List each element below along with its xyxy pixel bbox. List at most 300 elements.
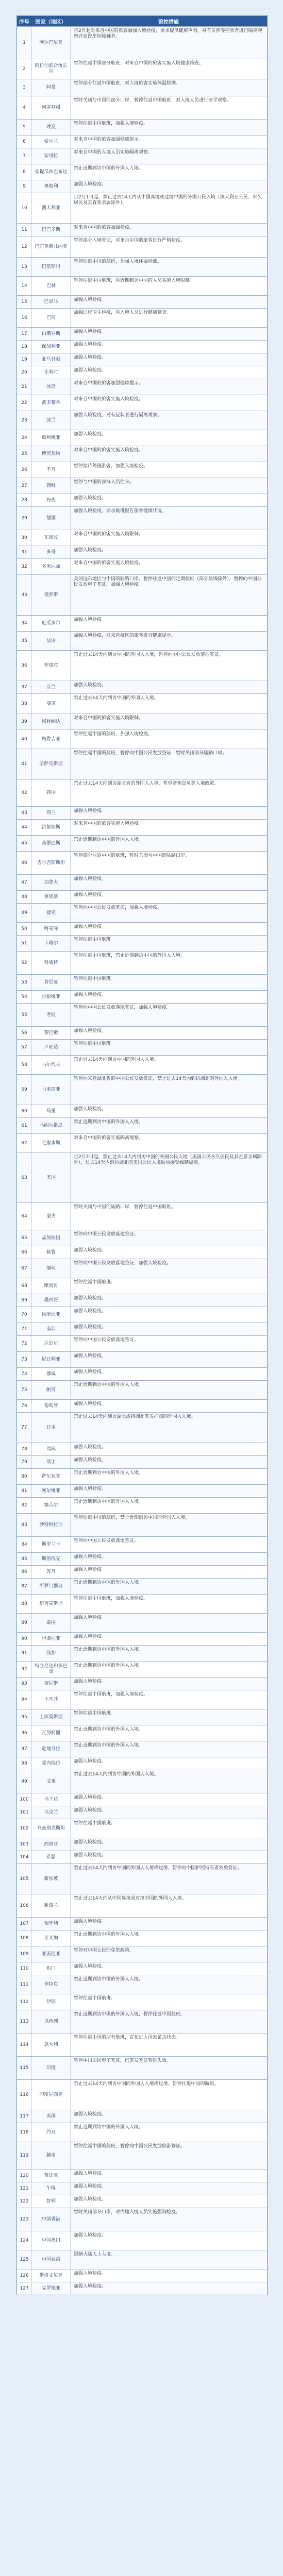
row-index: 22: [17, 395, 32, 411]
row-index: 96: [17, 1725, 32, 1741]
row-measures: 加强入境检疫。: [74, 808, 107, 814]
row-country: 缅甸: [32, 1259, 71, 1278]
table-row: [17, 1153, 267, 1202]
table-row: [17, 2169, 267, 2182]
row-index: 25: [17, 446, 32, 462]
row-index: 90: [17, 1633, 32, 1645]
row-index: 101: [17, 1806, 32, 1819]
table-row: [17, 193, 267, 223]
table-row: [17, 295, 267, 308]
row-index: 94: [17, 1690, 32, 1709]
row-measures: 加强入境检疫。: [74, 1615, 107, 1620]
row-index: 124: [17, 2231, 32, 2250]
table-row: [17, 236, 267, 257]
row-country: 巴西: [32, 309, 71, 327]
row-index: 35: [17, 632, 32, 650]
table-row: [17, 1741, 267, 1757]
row-country: 科威特: [32, 952, 71, 974]
table-row: [17, 546, 267, 558]
row-index: 2: [17, 59, 32, 79]
row-index: 53: [17, 975, 32, 990]
table-row: [17, 1105, 267, 1117]
row-country: 乌兹别克斯坦: [32, 1819, 71, 1838]
row-country: 加拿大: [32, 875, 71, 890]
row-index: 34: [17, 616, 32, 631]
row-country: 阿曼: [32, 79, 71, 96]
table-row: [17, 1946, 267, 1962]
row-index: 87: [17, 1579, 32, 1594]
row-country: 爱尔兰: [32, 135, 71, 148]
table-header: [17, 16, 267, 26]
row-country: 基里巴斯: [32, 836, 71, 851]
row-index: 76: [17, 1400, 32, 1412]
table-row: [17, 2269, 267, 2282]
row-index: 125: [17, 2250, 32, 2269]
row-index: 109: [17, 1946, 32, 1962]
row-index: 42: [17, 779, 32, 806]
row-index: 75: [17, 1381, 32, 1399]
row-country: 意大利: [32, 2033, 71, 2056]
table-row: [17, 974, 267, 990]
row-index: 36: [17, 651, 32, 681]
row-country: 萨尔瓦多: [32, 1469, 71, 1484]
table-row: [17, 164, 267, 180]
table-row: [17, 990, 267, 1003]
row-index: 82: [17, 1498, 32, 1513]
measures-table: [16, 15, 268, 2295]
table-row: [17, 903, 267, 922]
row-index: 113: [17, 2010, 32, 2033]
table-row: [17, 353, 267, 366]
row-measures: 对来自中国的旅客实施入境检疫。: [74, 448, 144, 453]
row-country: 南非: [32, 1323, 71, 1335]
table-row: [17, 650, 267, 681]
row-measures: 暂停中国公民电子签证，已签发签证暂时失效。: [74, 2058, 172, 2063]
row-measures: 暂停往返中国航班，加强入境检疫。: [74, 1596, 148, 1601]
row-index: 44: [17, 820, 32, 835]
row-measures: 禁止近期到访中国的外国人入境。: [74, 1470, 144, 1476]
row-country: 委内瑞拉: [32, 1757, 71, 1770]
table-row: [17, 1677, 267, 1690]
row-index: 27: [17, 478, 32, 494]
row-measures: 禁止过去14天内从中国离境或过境中国的外国人入境。: [74, 1896, 187, 1901]
row-index: 80: [17, 1469, 32, 1484]
row-index: 111: [17, 1975, 32, 1994]
row-measures: 禁止过去14天内到访中国的外国人入境。: [74, 1772, 159, 1777]
row-index: 48: [17, 891, 32, 903]
table-row: [17, 1536, 267, 1552]
table-row: [17, 59, 267, 79]
row-measures: 加强入境检疫。: [74, 924, 107, 929]
row-measures: 加强入境检疫。: [74, 2284, 107, 2289]
table-row: [17, 1202, 267, 1230]
row-country: 巴巴多斯: [32, 224, 71, 236]
row-country: 新西兰: [32, 1894, 71, 1917]
row-measures: 禁止过去14天内到访中国的外国人入境，暂停向中国公民发放落地签证。: [74, 652, 224, 657]
row-country: 俄罗斯: [32, 575, 71, 615]
row-index: 99: [17, 1770, 32, 1793]
table-row: [17, 148, 267, 164]
table-row: [17, 1399, 267, 1412]
row-measures: 暂停往返中国航班。: [74, 1821, 116, 1826]
table-row: [17, 1552, 267, 1565]
row-country: 德国: [32, 507, 71, 530]
row-country: 秘鲁: [32, 1246, 71, 1259]
table-row: [17, 730, 267, 749]
row-country: 特立尼达和多巴哥: [32, 1662, 71, 1677]
table-row: [17, 2195, 267, 2208]
table-row: [17, 890, 267, 903]
row-country: 安哥拉: [32, 148, 71, 164]
row-measures: 暂停部分往返中国的航班，暂时关闭与中国的陆路口岸。: [74, 853, 190, 858]
row-index: 28: [17, 494, 32, 506]
row-country: 东帝汶: [32, 530, 71, 546]
table-row: [17, 2142, 267, 2169]
row-index: 50: [17, 923, 32, 935]
table-row: [17, 874, 267, 890]
row-measures: 加强入境检疫。: [74, 548, 107, 553]
row-country: 奥地利: [32, 180, 71, 193]
row-index: 33: [17, 575, 32, 615]
row-index: 119: [17, 2142, 32, 2169]
row-index: 67: [17, 1259, 32, 1278]
row-measures: 加强入境检疫。: [74, 617, 107, 622]
row-index: 16: [17, 309, 32, 327]
row-country: 喀麦隆: [32, 923, 71, 935]
row-measures: 加强入境检疫。: [74, 1325, 107, 1330]
row-index: 57: [17, 1040, 32, 1055]
table-row: [17, 1335, 267, 1351]
row-index: 24: [17, 430, 32, 446]
table-row: [17, 119, 267, 135]
row-country: 所罗门群岛: [32, 1579, 71, 1594]
row-index: 45: [17, 836, 32, 851]
table-row: [17, 681, 267, 693]
row-measures: 加强入境检疫。: [74, 2271, 107, 2276]
row-country: 葡萄牙: [32, 1400, 71, 1412]
table-row: [17, 1565, 267, 1578]
row-index: 85: [17, 1553, 32, 1565]
table-row: [17, 1307, 267, 1323]
table-row: [17, 615, 267, 631]
row-index: 19: [17, 353, 32, 366]
row-measures: 加强入境检疫。: [74, 992, 107, 997]
row-measures: 禁止近期到访中国的外国人入境。: [74, 1647, 144, 1652]
row-measures: 暂停对中国公民的免签政策。: [74, 1948, 135, 1953]
row-index: 123: [17, 2208, 32, 2231]
row-country: 阿尔巴尼亚: [32, 27, 71, 59]
table-row: [17, 1645, 267, 1661]
row-country: 塞舌尔: [32, 1498, 71, 1513]
row-country: 文莱: [32, 1770, 71, 1793]
row-measures: 禁止近期到访中国的外国人入境。: [74, 1663, 144, 1668]
row-measures: 加强入境检疫。: [74, 876, 107, 882]
row-measures: 暂停向来自湖北省的中国公民发放签证，禁止过去14天内到访湖北的外国人入境。: [74, 1076, 242, 1081]
row-country: 塔吉克斯坦: [32, 1595, 71, 1613]
row-country: 美国: [32, 1153, 71, 1202]
table-row: [17, 1246, 267, 1259]
row-measures: 禁止近期到访中国的外国人入境。: [74, 1977, 144, 1982]
row-measures: 暂停与中国的部分人员往来。: [74, 480, 135, 485]
table-row: [17, 530, 267, 546]
table-row: [17, 749, 267, 779]
row-index: 91: [17, 1646, 32, 1661]
table-row: [17, 327, 267, 340]
table-row: [17, 430, 267, 446]
row-index: 74: [17, 1368, 32, 1380]
row-measures: 加强入境检疫。: [74, 329, 107, 334]
row-index: 51: [17, 936, 32, 951]
row-index: 43: [17, 807, 32, 819]
row-index: 88: [17, 1595, 32, 1613]
row-index: 63: [17, 1153, 32, 1202]
row-measures: 加强入境检疫。: [74, 1458, 107, 1463]
row-index: 23: [17, 411, 32, 430]
table-row: [17, 1468, 267, 1484]
row-measures: 禁止过去14天内到访中国的外国人入境或过境，暂停往返中国的航班。: [74, 2081, 219, 2087]
row-measures: 加强入境检疫。: [74, 2197, 107, 2202]
row-index: 117: [17, 2110, 32, 2123]
row-measures: 暂时关闭部分口岸，对内地入境人员实施强制检疫。: [74, 2210, 181, 2215]
row-measures: 自2月起对来自中国的旅客加强入境检疫，要求提供健康声明，对有发热等症状者进行隔离观察并追踪密切接触者。: [74, 28, 262, 39]
row-country: 沙特阿拉伯: [32, 1514, 71, 1536]
table-row: [17, 714, 267, 730]
table-row: [17, 1443, 267, 1455]
row-measures: 禁止近期到访中国的外国人入境。: [74, 1727, 144, 1732]
row-measures: 加强入境检疫，要求航班报告旅客健康状况。: [74, 509, 167, 514]
header-country: 国家（地区）: [35, 19, 66, 25]
table-row: [17, 1380, 267, 1399]
row-index: 30: [17, 530, 32, 546]
row-country: 乌干达: [32, 1793, 71, 1806]
row-index: 84: [17, 1537, 32, 1552]
row-country: 瑞典: [32, 1443, 71, 1455]
row-country: 格鲁吉亚: [32, 730, 71, 749]
table-row: [17, 631, 267, 650]
row-measures: 加强入境检疫。: [74, 1795, 107, 1800]
table-row: [17, 2079, 267, 2110]
row-measures: 暂停往返中国航班。: [74, 1041, 116, 1046]
row-index: 18: [17, 341, 32, 353]
row-index: 72: [17, 1336, 32, 1351]
row-country: 卡塔尔: [32, 936, 71, 951]
row-country: 瓦努阿图: [32, 1725, 71, 1741]
table-row: [17, 2182, 267, 2195]
row-country: 纳米比亚: [32, 1307, 71, 1323]
row-measures: 对来自中国的旅客实施入境限制。: [74, 532, 144, 537]
row-measures: 加强入境检疫，对有症状者进行隔离观察。: [74, 413, 162, 418]
row-measures: 加强入境检疫。: [74, 1486, 107, 1492]
row-measures: 暂停往返中国的航班，暂停向中国公民发放旅游签证。: [74, 2144, 186, 2149]
row-measures: 加强入境检疫。: [74, 1634, 107, 1639]
row-country: 坦桑尼亚: [32, 1633, 71, 1645]
table-row: [17, 1133, 267, 1153]
table-row: [17, 1323, 267, 1335]
table-row: [17, 1894, 267, 1917]
row-country: 洪都拉斯: [32, 820, 71, 835]
row-measures: 对来自中国的旅客实施入境检疫。: [74, 561, 144, 566]
row-country: 斯洛伐克: [32, 1553, 71, 1565]
row-measures: 暂停向中国公民发放落地签证。: [74, 1538, 139, 1544]
row-index: 127: [17, 2282, 32, 2295]
row-index: 70: [17, 1307, 32, 1323]
row-index: 26: [17, 462, 32, 478]
row-measures: 自2月1日起，禁止过去14天内从中国离境或过境中国的外国公民入境（澳大利亚公民、永久居民及其直系亲属除外）。: [74, 195, 262, 206]
row-measures: 加强入境检疫。: [74, 1679, 107, 1684]
table-row: [17, 257, 267, 276]
row-index: 55: [17, 1004, 32, 1026]
row-country: 新加坡: [32, 1864, 71, 1894]
row-country: 安提瓜和巴布达: [32, 164, 71, 180]
row-country: 不丹: [32, 462, 71, 478]
row-measures: 暂停部分往返中国航班，对入境旅客实施体温检测。: [74, 81, 181, 86]
row-index: 12: [17, 236, 32, 257]
table-row: [17, 1578, 267, 1594]
table-row: [17, 2208, 267, 2231]
row-index: 37: [17, 681, 32, 693]
row-measures: 加强入境检疫。: [74, 1028, 107, 1033]
table-row: [17, 574, 267, 615]
row-measures: 禁止近期到访中国的外国人入境。: [74, 166, 144, 171]
row-measures: 加强入境检疫。: [74, 1445, 107, 1450]
table-row: [17, 478, 267, 494]
table-row: [17, 951, 267, 974]
row-country: 老挝: [32, 1004, 71, 1026]
row-index: 13: [17, 258, 32, 276]
row-country: 北马其顿: [32, 353, 71, 366]
row-country: 克罗地亚: [32, 2282, 71, 2295]
row-measures: 对来自中国的入境人员实施隔离观察。: [74, 150, 153, 155]
table-row: [17, 1230, 267, 1246]
row-measures: 暂停往返中国航班，加强入境检疫。: [74, 1692, 148, 1697]
row-index: 121: [17, 2182, 32, 2195]
row-measures: 加强入境检疫。: [74, 1808, 107, 1813]
row-index: 56: [17, 1027, 32, 1039]
row-country: 希腊: [32, 1851, 71, 1863]
row-index: 65: [17, 1230, 32, 1246]
row-country: 瑞士: [32, 1456, 71, 1468]
row-measures: 暂停往返中国航班。: [74, 1280, 116, 1285]
row-measures: 暂停往返中国航班。: [74, 1711, 116, 1716]
row-country: 中国台湾: [32, 2250, 71, 2269]
row-country: 巴基斯坦: [32, 258, 71, 276]
row-measures: 加强入境检疫。: [74, 892, 107, 897]
row-measures: 对来自中国的旅客加强检疫。: [74, 225, 135, 230]
row-measures: 加强入境检疫，对来自疫区的旅客进行健康提示。: [74, 633, 176, 638]
table-row: [17, 96, 267, 119]
row-country: 博茨瓦纳: [32, 446, 71, 462]
row-measures: 暂停往返中国航班，对近期到访中国的人员实施入境限制。: [74, 278, 195, 283]
row-measures: 加强入境检疫。: [74, 432, 107, 437]
row-measures: 加强入境检疫。: [74, 1309, 107, 1314]
row-measures: 加强入境检疫。: [74, 297, 107, 302]
row-index: 105: [17, 1864, 32, 1894]
row-measures: 加强入境检疫。: [74, 1353, 107, 1359]
row-measures: 禁止近期到访中国的外国人入境。: [74, 837, 144, 842]
row-measures: 禁止近期到访中国的外国人入境。: [74, 1382, 144, 1387]
row-country: 澳大利亚: [32, 193, 71, 223]
row-country: 保加利亚: [32, 341, 71, 353]
row-index: 62: [17, 1134, 32, 1153]
row-index: 49: [17, 904, 32, 922]
row-index: 46: [17, 852, 32, 874]
row-country: 汤加: [32, 1646, 71, 1661]
table-row: [17, 1793, 267, 1806]
row-index: 115: [17, 2057, 32, 2079]
table-row: [17, 1994, 267, 2010]
row-country: 荷兰: [32, 807, 71, 819]
table-row: [17, 1117, 267, 1133]
table-row: [17, 2250, 267, 2269]
table-row: [17, 366, 267, 379]
row-index: 10: [17, 193, 32, 223]
row-measures: 加强入境检疫。: [74, 1759, 107, 1764]
row-measures: 暂停往返中国航班，禁止近期到访中国的外国人入境。: [74, 953, 186, 958]
row-measures: 暂停部分入境签证，对来自中国的旅客进行严格检疫。: [74, 238, 186, 243]
table-row: [17, 1055, 267, 1074]
row-index: 78: [17, 1443, 32, 1455]
row-measures: 加强入境检疫。: [74, 683, 107, 688]
table-row: [17, 2010, 267, 2033]
row-index: 15: [17, 296, 32, 308]
row-country: 约旦: [32, 2123, 71, 2142]
table-row: [17, 1757, 267, 1770]
row-measures: 加强入境检疫。: [74, 1840, 107, 1845]
table-row: [17, 1351, 267, 1367]
table-row: [17, 1632, 267, 1645]
row-measures: 对来自中国的旅客实施入境限制。: [74, 716, 144, 721]
row-measures: 加强入境检疫。: [74, 2233, 107, 2238]
row-country: 蒙古: [32, 1203, 71, 1230]
row-measures: 加强入境检疫。: [74, 1296, 107, 1301]
row-country: 法国: [32, 632, 71, 650]
row-index: 116: [17, 2080, 32, 2110]
table-row: [17, 1770, 267, 1793]
row-measures: 对来自中国的旅客加强健康提示。: [74, 137, 144, 142]
row-measures: 暂停向中国公民发放签证，加强入境检疫。: [74, 905, 162, 910]
row-country: 牙买加: [32, 1930, 71, 1946]
table-row: [17, 693, 267, 714]
row-country: 乍得: [32, 2182, 71, 2195]
row-index: 106: [17, 1894, 32, 1917]
row-country: 马里: [32, 1105, 71, 1117]
table-row: [17, 379, 267, 395]
row-measures: 禁止过去14天内到访湖北或持湖北签发护照的外国人入境。: [74, 1414, 196, 1419]
row-country: 马来西亚: [32, 1075, 71, 1105]
row-country: 毛里求斯: [32, 1134, 71, 1153]
row-index: 86: [17, 1566, 32, 1578]
table-row: [17, 2282, 267, 2295]
table-row: [17, 1594, 267, 1613]
table-row: [17, 506, 267, 530]
row-index: 59: [17, 1075, 32, 1105]
row-country: 厄瓜多尔: [32, 616, 71, 631]
row-country: 土耳其: [32, 1690, 71, 1709]
row-index: 41: [17, 749, 32, 779]
row-country: 匈牙利: [32, 1918, 71, 1930]
row-country: 泰国: [32, 1614, 71, 1632]
row-country: 捷克: [32, 904, 71, 922]
row-measures: 暂停向中国公民发放落地签证。: [74, 1232, 139, 1237]
row-country: 柬埔寨: [32, 891, 71, 903]
row-measures: 暂停向中国公民发放落地签证，加强入境检疫。: [74, 1261, 172, 1266]
table-row: [17, 395, 267, 411]
row-country: 阿塞拜疆: [32, 96, 71, 119]
table-row: [17, 223, 267, 236]
row-country: 苏丹: [32, 1566, 71, 1578]
row-measures: 加强入境检疫。: [74, 1567, 107, 1572]
row-measures: 禁止过去14天内到访中国的外国人入境或过境，暂停向中国护照持有者发放签证。: [74, 1866, 242, 1871]
